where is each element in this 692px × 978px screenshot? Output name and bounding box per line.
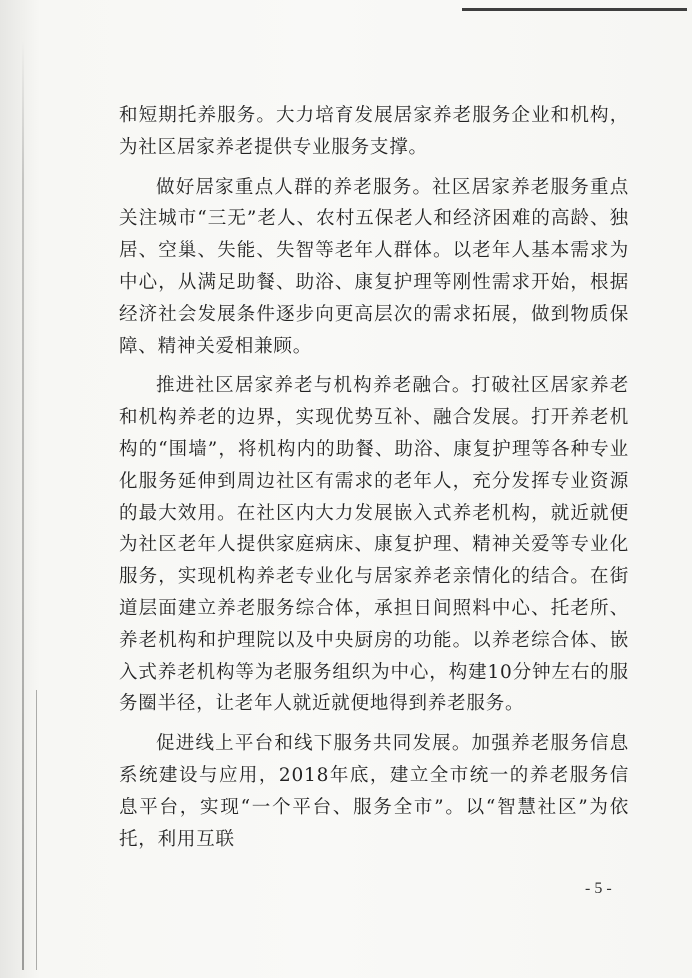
binding-edge-shadow: [22, 40, 24, 970]
body-text: [119, 100, 629, 855]
paragraph-3: 推进社区居家养老与机构养老融合。打破社区居家养老和机构养老的边界，实现优势互补、融合发展。打开养老机构的“围墙”，将机构内的助餐、助浴、康复护理等各种专业化服务延伸到周边社区有需求的老年人，充分发挥专业资源的最大效用。在社区内大力发展嵌入式养老机构，就近就便为社区老年人提供家庭病床、康复护理、精神关爱等专业化服务，实现机构养老专业化与居家养老亲情化的结合。在街道层面建立养老服务综合体，承担日间照料中心、托老所、养老机构和护理院以及中央厨房的功能。以养老综合体、嵌入式养老机构等为老服务组织为中心，构建10分钟左右的服务圈半径，让老年人就近就便地得到养老服务。: [119, 375, 629, 715]
page-number: - 5 -: [585, 880, 612, 897]
binding-edge-line: [36, 690, 37, 970]
header-rule: [462, 8, 687, 11]
paragraph-1: 和短期托养服务。大力培育发展居家养老服务企业和机构，为社区居家养老提供专业服务支撑。: [119, 105, 629, 158]
paragraph-4: 促进线上平台和线下服务共同发展。加强养老服务信息系统建设与应用，2018年底，建立全市统一的养老服务信息平台，实现“一个平台、服务全市”。以“智慧社区”为依托，利用互联: [119, 733, 629, 850]
paragraph-2: 做好居家重点人群的养老服务。社区居家养老服务重点关注城市“三无”老人、农村五保老人和经济困难的高龄、独居、空巢、失能、失智等老年人群体。以老年人基本需求为中心，从满足助餐、助浴、康复护理等刚性需求开始，根据经济社会发展条件逐步向更高层次的需求拓展，做到物质保障、精神关爱相兼顾。: [119, 176, 629, 357]
